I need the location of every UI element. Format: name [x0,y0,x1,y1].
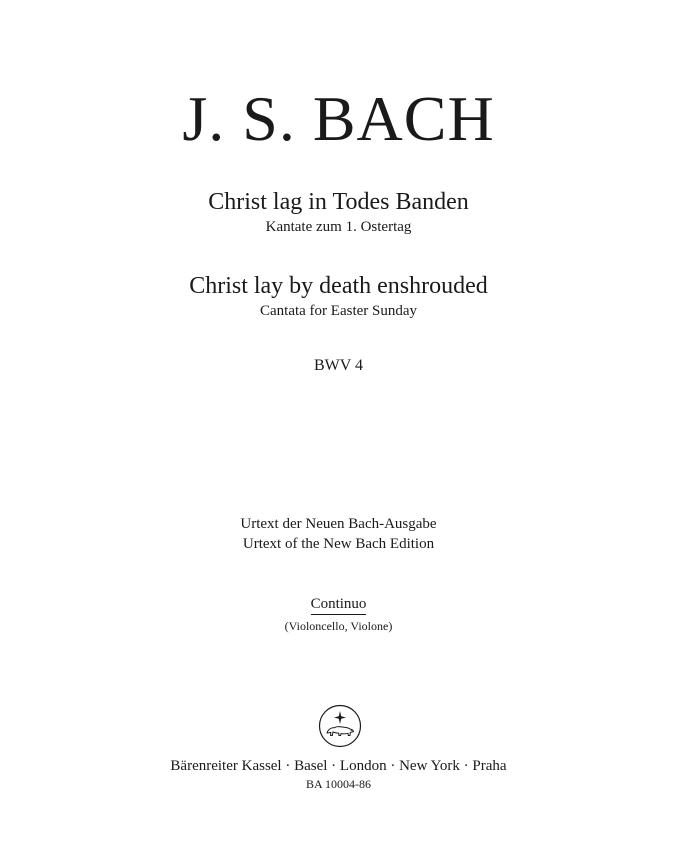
urtext-note-english: Urtext of the New Bach Edition [242,536,435,552]
part-heading [0,595,677,615]
publisher-locations: Bärenreiter Kassel · Basel · London · New York · Praha [170,758,507,774]
work-subtitle-english: Cantata for Easter Sunday [259,303,418,319]
part-name: Continuo [311,595,367,615]
work-subtitle-german: Kantate zum 1. Ostertag [265,219,412,235]
work-title-german: Christ lag in Todes Banden [208,189,469,215]
work-title-english: Christ lay by death enshrouded [189,273,488,299]
urtext-note-german: Urtext der Neuen Bach-Ausgabe [240,516,437,532]
composer-name: J. S. BACH [182,83,495,154]
part-instruments: (Violoncello, Violone) [284,619,393,633]
baerenreiter-bear-logo-icon [318,704,362,748]
publisher-catalog-number: BA 10004-86 [305,777,371,791]
bwv-catalog-number: BWV 4 [313,357,364,374]
